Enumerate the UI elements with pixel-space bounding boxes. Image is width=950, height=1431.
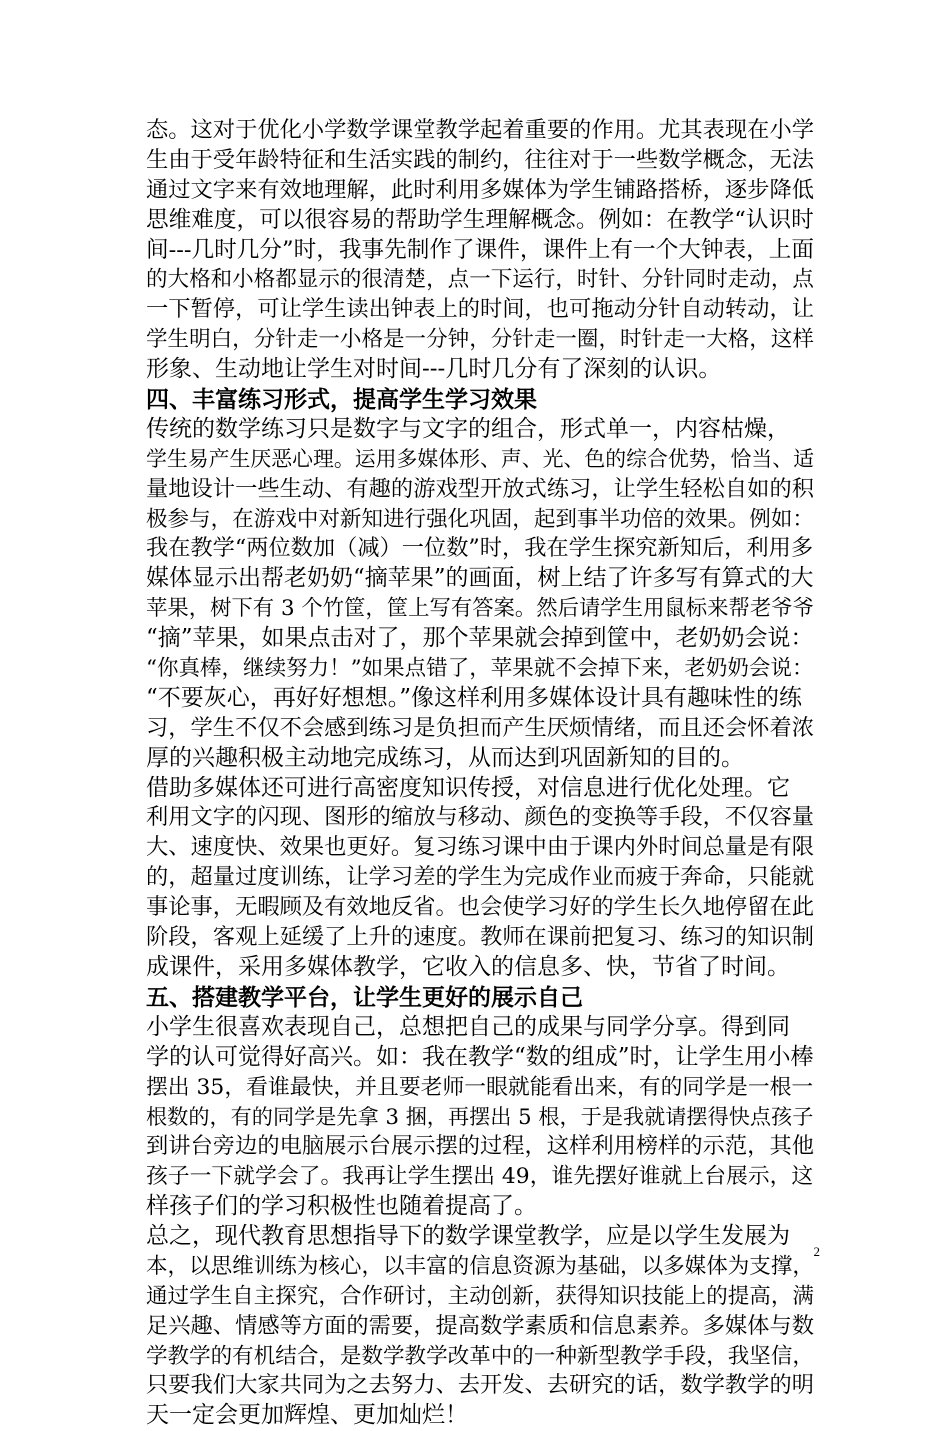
text-line: 媒体显示出帮老奶奶“摘苹果”的画面，树上结了许多写有算式的大 [146,565,814,592]
text-line: 厚的兴趣积极主动地完成练习，从而达到巩固新知的目的。 [146,744,744,771]
text-line: 样孩子们的学习积极性也随着提高了。 [146,1193,537,1220]
text-line: 到讲台旁边的电脑展示台展示摆的过程，这样利用榜样的示范，其他 [146,1133,814,1160]
text-line: 成课件，采用多媒体教学，它收入的信息多、快，节省了时间。 [146,953,790,980]
text-line: 借助多媒体还可进行高密度知识传授，对信息进行优化处理。它 [146,774,790,801]
text-line: 足兴趣、情感等方面的需要，提高数学素质和信息素养。多媒体与数 [146,1312,814,1339]
text-line: 本，以思维训练为核心，以丰富的信息资源为基础，以多媒体为支撑， [146,1253,814,1279]
page-number: 2 [813,1244,820,1259]
text-line: 根数的，有的同学是先拿 3 捆，再摆出 5 根，于是我就请摆得快点孩子 [146,1104,814,1130]
section-heading: 五、搭建教学平台，让学生更好的展示自己 [146,983,583,1011]
text-line: 大、速度快、效果也更好。复习练习课中由于课内外时间总量是有限 [146,834,814,861]
section-heading: 四、丰富练习形式，提高学生学习效果 [146,386,537,414]
text-line: 孩子一下就学会了。我再让学生摆出 49，谁先摆好谁就上台展示，这 [146,1164,814,1190]
text-line: 我在教学“两位数加（减）一位数”时，我在学生探究新知后，利用多 [146,535,814,562]
text-line: 通过学生自主探究，合作研讨，主动创新，获得知识技能上的提高，满 [146,1283,814,1309]
text-line: 极参与，在游戏中对新知进行强化巩固，起到事半功倍的效果。例如： [146,506,814,532]
text-line: 思维难度，可以很容易的帮助学生理解概念。例如：在教学“认识时 [146,206,814,233]
text-line: 生由于受年龄特征和生活实践的制约，往往对于一些数学概念，无法 [146,146,814,173]
text-line: 态。这对于优化小学数学课堂教学起着重要的作用。尤其表现在小学 [146,117,814,143]
text-line: 阶段，客观上延缓了上升的速度。教师在课前把复习、练习的知识制 [146,924,814,951]
text-line: 事论事，无暇顾及有效地反省。也会使学习好的学生长久地停留在此 [146,894,814,921]
text-line: 只要我们大家共同为之去努力、去开发、去研究的话，数学教学的明 [146,1372,814,1399]
text-line: 通过文字来有效地理解，此时利用多媒体为学生铺路搭桥，逐步降低 [146,176,814,203]
text-line: 的大格和小格都显示的很清楚，点一下运行，时针、分针同时走动，点 [146,267,814,293]
text-line: 摆出 35，看谁最快，并且要老师一眼就能看出来，有的同学是一根一 [146,1074,814,1100]
text-line: 小学生很喜欢表现自己，总想把自己的成果与同学分享。得到同 [146,1013,790,1040]
text-line: 的，超量过度训练，让学习差的学生为完成作业而疲于奔命，只能就 [146,864,814,891]
text-line: “你真棒，继续努力！”如果点错了，苹果就不会掉下来，老奶奶会说： [146,656,814,682]
text-line: 利用文字的闪现、图形的缩放与移动、颜色的变换等手段，不仅容量 [146,804,814,831]
text-line: “不要灰心，再好好想想。”像这样利用多媒体设计具有趣味性的练 [146,684,803,711]
text-line: 学的认可觉得好高兴。如：我在教学“数的组成”时，让学生用小棒 [146,1043,814,1070]
text-line: 天一定会更加辉煌、更加灿烂！ [146,1402,468,1429]
text-line: 一下暂停，可让学生读出钟表上的时间，也可拖动分针自动转动，让 [146,296,814,323]
text-line: 传统的数学练习只是数字与文字的组合，形式单一，内容枯燥， [146,415,790,442]
text-line: 形象、生动地让学生对时间---几时几分有了深刻的认识。 [146,356,722,383]
body-text [146,116,814,1431]
text-line: 量地设计一些生动、有趣的游戏型开放式练习，让学生轻松自如的积 [146,475,814,502]
text-line: 学生易产生厌恶心理。运用多媒体形、声、光、色的综合优势，恰当、适 [146,446,814,471]
text-line: 总之，现代教育思想指导下的数学课堂教学，应是以学生发展为 [146,1222,790,1249]
text-line: 习，学生不仅不会感到练习是负担而产生厌烦情绪，而且还会怀着浓 [146,714,814,741]
text-line: 学生明白，分针走一小格是一分钟，分针走一圈，时针走一大格，这样 [146,327,814,353]
text-line: 学教学的有机结合，是数学教学改革中的一种新型教学手段，我坚信， [146,1343,814,1369]
text-line: “摘”苹果，如果点击对了，那个苹果就会掉到筐中，老奶奶会说： [146,625,814,652]
text-line: 间---几时几分”时，我事先制作了课件，课件上有一个大钟表，上面 [146,236,814,263]
text-line: 苹果，树下有 3 个竹筐，筐上写有答案。然后请学生用鼠标来帮老爷爷 [146,596,814,622]
